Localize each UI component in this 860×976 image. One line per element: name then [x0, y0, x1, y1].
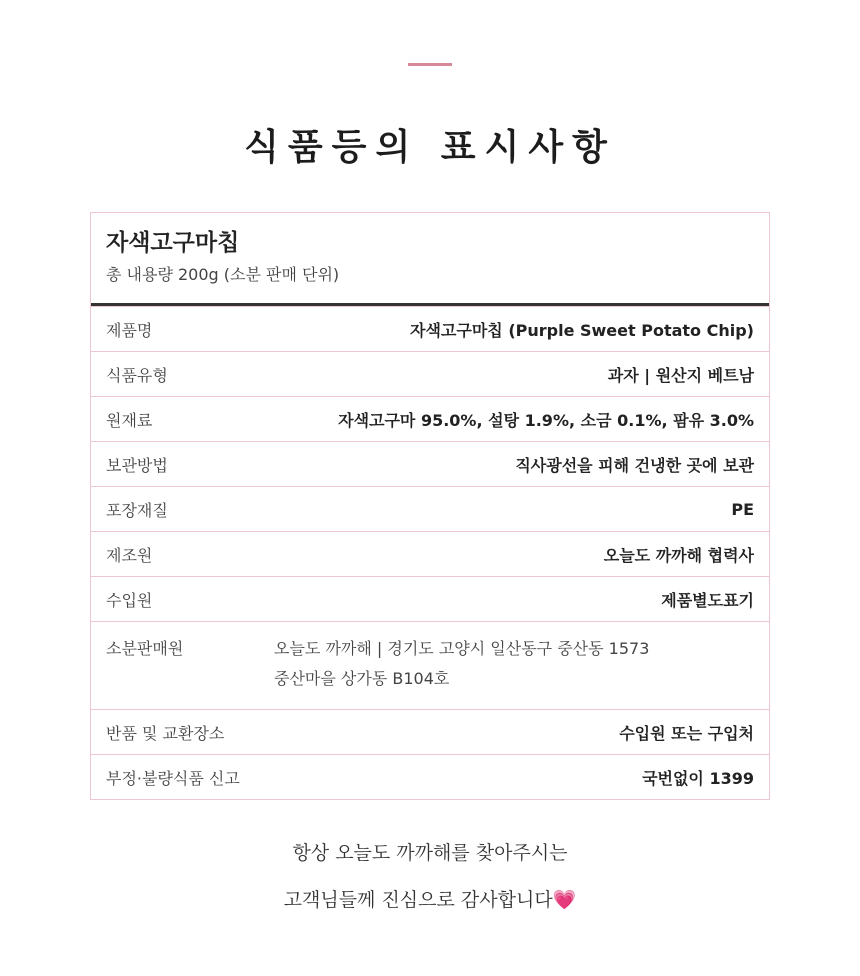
- product-name: 자색고구마칩: [106, 230, 240, 256]
- row-label: 부정·불량식품 신고: [106, 768, 240, 788]
- row-value: 자색고구마 95.0%, 설탕 1.9%, 소금 0.1%, 팜유 3.0%: [338, 410, 754, 430]
- distributor-address-line-1: 오늘도 까까해 | 경기도 고양시 일산동구 중산동 1573: [274, 639, 650, 658]
- row-label: 수입원: [106, 590, 153, 610]
- row-value: 오늘도 까까해 협력사: [603, 545, 754, 565]
- product-subtitle: 총 내용량 200g (소분 판매 단위): [106, 265, 340, 284]
- row-label: 제품명: [106, 320, 153, 340]
- page-title: 식품등의 표시사항: [244, 127, 616, 168]
- row-value: 직사광선을 피해 건냉한 곳에 보관: [515, 455, 754, 475]
- row-label: 소분판매원: [106, 639, 184, 658]
- thanks-line-1: 항상 오늘도 까까해를 찾아주시는: [292, 842, 568, 864]
- row-value: PE: [731, 499, 754, 519]
- info-row-ingredients: [91, 396, 769, 441]
- distributor-address-line-2: 중산마을 상가동 B104호: [274, 669, 450, 688]
- info-row-returns: [91, 709, 769, 754]
- row-label: 포장재질: [106, 500, 168, 520]
- row-value: 과자 | 원산지 베트남: [607, 365, 754, 385]
- row-label: 식품유형: [106, 365, 168, 385]
- thanks-text: 고객님들께 진심으로 감사합니다: [283, 889, 553, 911]
- row-value: 국번없이 1399: [642, 768, 754, 788]
- row-label: 제조원: [106, 545, 153, 565]
- card-header: [91, 213, 769, 303]
- info-row-storage: [91, 441, 769, 486]
- label-card: [90, 212, 770, 800]
- row-label: 원재료: [106, 410, 153, 430]
- info-row-packaging: [91, 486, 769, 531]
- info-row-product-name: [91, 306, 769, 351]
- row-value: 자색고구마칩 (Purple Sweet Potato Chip): [410, 320, 754, 340]
- info-row-distributor: [91, 621, 769, 709]
- accent-divider: [408, 63, 452, 66]
- info-row-manufacturer: [91, 531, 769, 576]
- heart-icon: 💗: [552, 889, 577, 911]
- row-label: 반품 및 교환장소: [106, 723, 225, 743]
- info-row-importer: [91, 576, 769, 621]
- info-row-food-type: [91, 351, 769, 396]
- thanks-line-2: [0, 887, 860, 913]
- row-value: 수입원 또는 구입처: [619, 723, 754, 743]
- row-value: 제품별도표기: [661, 590, 754, 610]
- row-label: 보관방법: [106, 455, 168, 475]
- row-value: [274, 634, 649, 694]
- info-row-report: [91, 754, 769, 799]
